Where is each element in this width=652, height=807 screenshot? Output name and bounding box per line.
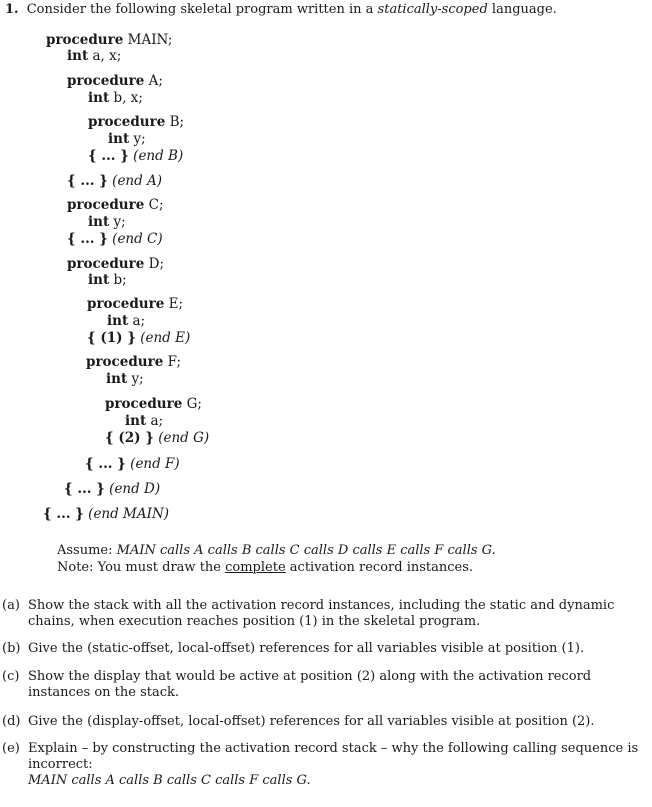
question-number: 1.	[5, 2, 19, 17]
code-line: { ... } (end A)	[67, 173, 163, 189]
code-line: procedure B;	[88, 114, 185, 130]
part-label: (e)	[2, 741, 20, 756]
question-intro-end: language.	[491, 2, 557, 17]
question-intro: Consider the following skeletal program written in a	[26, 2, 374, 17]
code-line: procedure F;	[86, 354, 182, 370]
part-label: (a)	[2, 598, 20, 613]
note-line: Note: You must draw the complete activation record instances.	[57, 560, 474, 575]
code-line: int b;	[88, 272, 127, 288]
part-sequence: MAIN calls A calls B calls C calls F calls G.	[28, 773, 311, 788]
code-line: { ... } (end C)	[67, 231, 163, 247]
code-line: procedure C;	[67, 197, 164, 213]
part-label: (b)	[2, 641, 21, 656]
part-text: Give the (display-offset, local-offset) references for all variables visible at position (2).	[28, 714, 595, 729]
part-d	[2, 714, 642, 730]
code-line: { ... } (end D)	[64, 481, 161, 497]
part-a	[2, 598, 642, 630]
code-line: procedure A;	[67, 73, 163, 89]
code-line: { ... } (end F)	[85, 456, 180, 472]
code-line: { (1) } (end E)	[87, 330, 191, 346]
part-label: (d)	[2, 714, 21, 729]
code-line: int a;	[107, 313, 146, 329]
code-line: int y;	[88, 214, 126, 230]
code-line: { (2) } (end G)	[105, 430, 210, 446]
part-text: Give the (static-offset, local-offset) references for all variables visible at position (1).	[28, 641, 585, 656]
code-line: int b, x;	[88, 90, 143, 106]
code-line: int y;	[106, 371, 144, 387]
part-label: (c)	[2, 669, 20, 684]
part-text: Show the display that would be active at position (2) along with the activation record instances on the stack.	[28, 669, 592, 700]
assume-line: Assume: MAIN calls A calls B calls C calls D calls E calls F calls G.	[57, 543, 496, 558]
part-c	[2, 669, 642, 701]
code-line: { ... } (end MAIN)	[43, 506, 170, 522]
code-line: procedure D;	[67, 256, 164, 272]
code-line: int a, x;	[67, 48, 122, 64]
code-line: int a;	[125, 413, 164, 429]
code-line: procedure E;	[87, 296, 184, 312]
question-header	[5, 2, 557, 17]
part-e	[2, 741, 642, 789]
part-b	[2, 641, 642, 657]
code-line: procedure MAIN;	[46, 32, 173, 48]
question-intro-italic: statically-scoped	[377, 2, 488, 17]
part-text: Explain – by constructing the activation record stack – why the following calling sequence is incorrect:	[28, 741, 639, 772]
code-line: int y;	[108, 131, 146, 147]
code-line: { ... } (end B)	[88, 148, 184, 164]
code-line: procedure G;	[105, 396, 202, 412]
part-text: Show the stack with all the activation record instances, including the static and dynamic chains, when execution reaches position (1) in the skeletal program.	[28, 598, 615, 629]
